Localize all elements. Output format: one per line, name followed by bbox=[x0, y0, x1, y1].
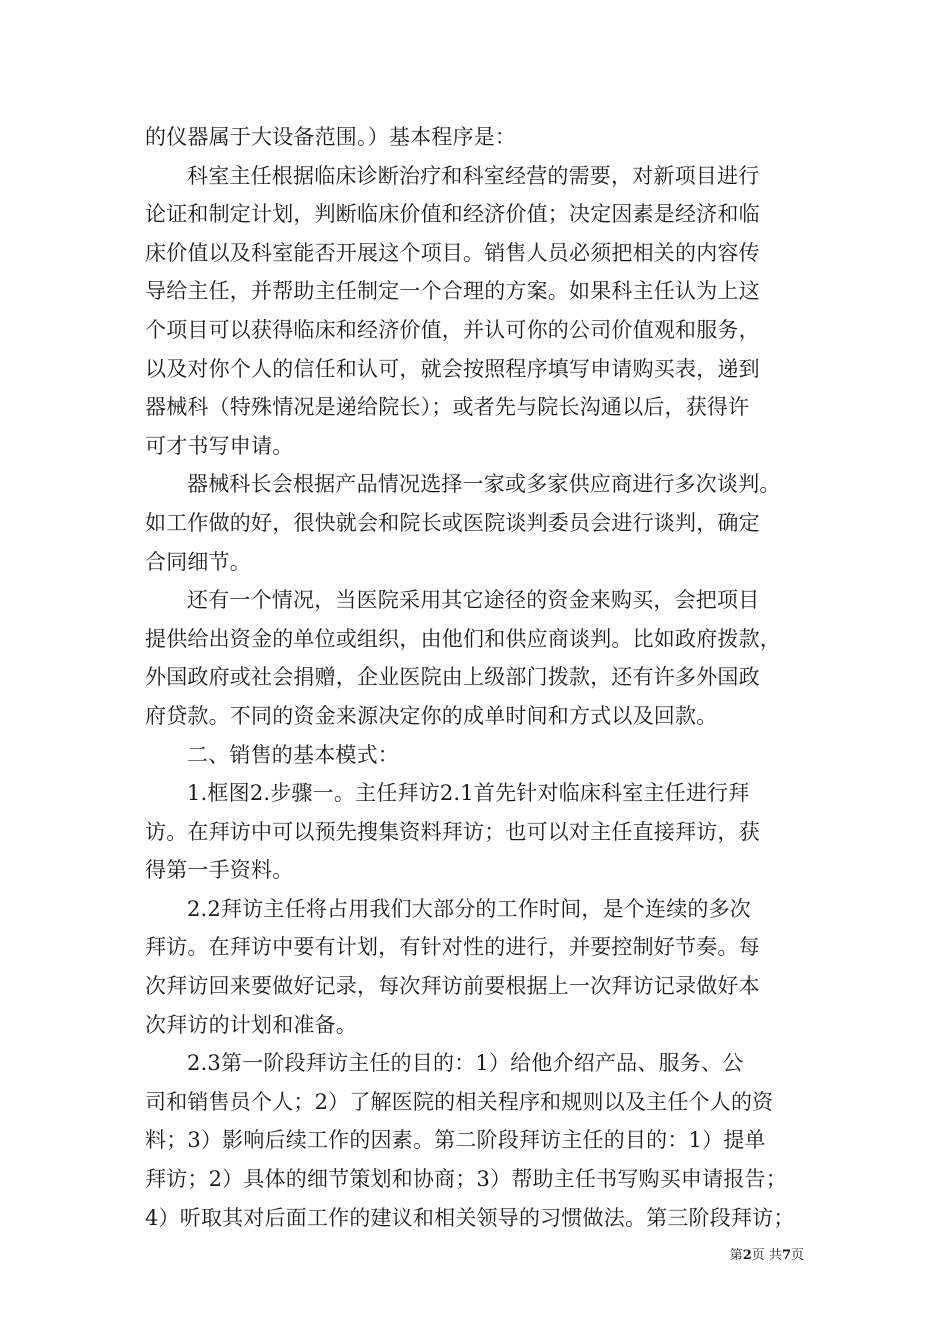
text-line: 论证和制定计划，判断临床价值和经济价值；决定因素是经济和临 bbox=[145, 202, 760, 227]
section-heading: 二、销售的基本模式： bbox=[187, 742, 399, 767]
text-line: 的仪器属于大设备范围。）基本程序是： bbox=[145, 125, 517, 149]
text-line: 司和销售员个人；2）了解医院的相关程序和规则以及主任个人的资 bbox=[145, 1089, 774, 1114]
text-line: 还有一个情况，当医院采用其它途径的资金来购买，会把项目 bbox=[187, 588, 760, 613]
text-line: 4）听取其对后面工作的建议和相关领导的习惯做法。第三阶段拜访； bbox=[145, 1205, 795, 1230]
text-line: 得第一手资料。 bbox=[145, 858, 294, 883]
page-number-suffix: 页 bbox=[790, 1248, 804, 1263]
text-line: 1.框图2.步骤一。主任拜访2.1首先针对临床科室主任进行拜 bbox=[187, 781, 750, 806]
page-number bbox=[730, 1247, 804, 1265]
text-line: 个项目可以获得临床和经济价值，并认可你的公司价值观和服务， bbox=[145, 317, 760, 342]
text-line: 2.2拜访主任将占用我们大部分的工作时间，是个连续的多次 bbox=[187, 896, 751, 921]
text-line: 料；3）影响后续工作的因素。第二阶段拜访主任的目的：1）提单 bbox=[145, 1128, 766, 1153]
total-pages: 7 bbox=[781, 1248, 791, 1263]
text-line: 可才书写申请。 bbox=[145, 433, 294, 458]
text-line: 2.3第一阶段拜访主任的目的：1）给他介绍产品、服务、公 bbox=[187, 1051, 744, 1076]
text-line: 访。在拜访中可以预先搜集资料拜访；也可以对主任直接拜访，获 bbox=[145, 819, 760, 844]
text-line: 床价值以及科室能否开展这个项目。销售人员必须把相关的内容传 bbox=[145, 240, 760, 265]
text-line: 器械科（特殊情况是递给院长）；或者先与院长沟通以后，获得许 bbox=[145, 395, 750, 420]
text-line: 以及对你个人的信任和认可，就会按照程序填写申请购买表，递到 bbox=[145, 356, 760, 381]
text-line: 府贷款。不同的资金来源决定你的成单时间和方式以及回款。 bbox=[145, 703, 718, 728]
text-line: 拜访；2）具体的细节策划和协商；3）帮助主任书写购买申请报告； bbox=[145, 1167, 787, 1192]
page-number-middle: 页 共 bbox=[751, 1248, 782, 1263]
text-line: 次拜访的计划和准备。 bbox=[145, 1012, 357, 1037]
text-line: 合同细节。 bbox=[145, 549, 251, 574]
text-line: 提供给出资金的单位或组织，由他们和供应商谈判。比如政府拨款， bbox=[145, 626, 781, 651]
current-page: 2 bbox=[742, 1248, 752, 1263]
text-line: 如工作做的好，很快就会和院长或医院谈判委员会进行谈判，确定 bbox=[145, 510, 760, 535]
text-line: 次拜访回来要做好记录，每次拜访前要根据上一次拜访记录做好本 bbox=[145, 974, 760, 999]
text-line: 器械科长会根据产品情况选择一家或多家供应商进行多次谈判。 bbox=[187, 472, 781, 497]
text-line: 拜访。在拜访中要有计划，有针对性的进行，并要控制好节奏。每 bbox=[145, 935, 760, 960]
text-line: 外国政府或社会捐赠，企业医院由上级部门拨款，还有许多外国政 bbox=[145, 665, 760, 690]
body-text bbox=[145, 118, 815, 1237]
text-line: 导给主任，并帮助主任制定一个合理的方案。如果科主任认为上这 bbox=[145, 279, 760, 304]
text-line: 科室主任根据临床诊断治疗和科室经营的需要，对新项目进行 bbox=[187, 163, 760, 188]
page-number-prefix: 第 bbox=[729, 1248, 743, 1263]
